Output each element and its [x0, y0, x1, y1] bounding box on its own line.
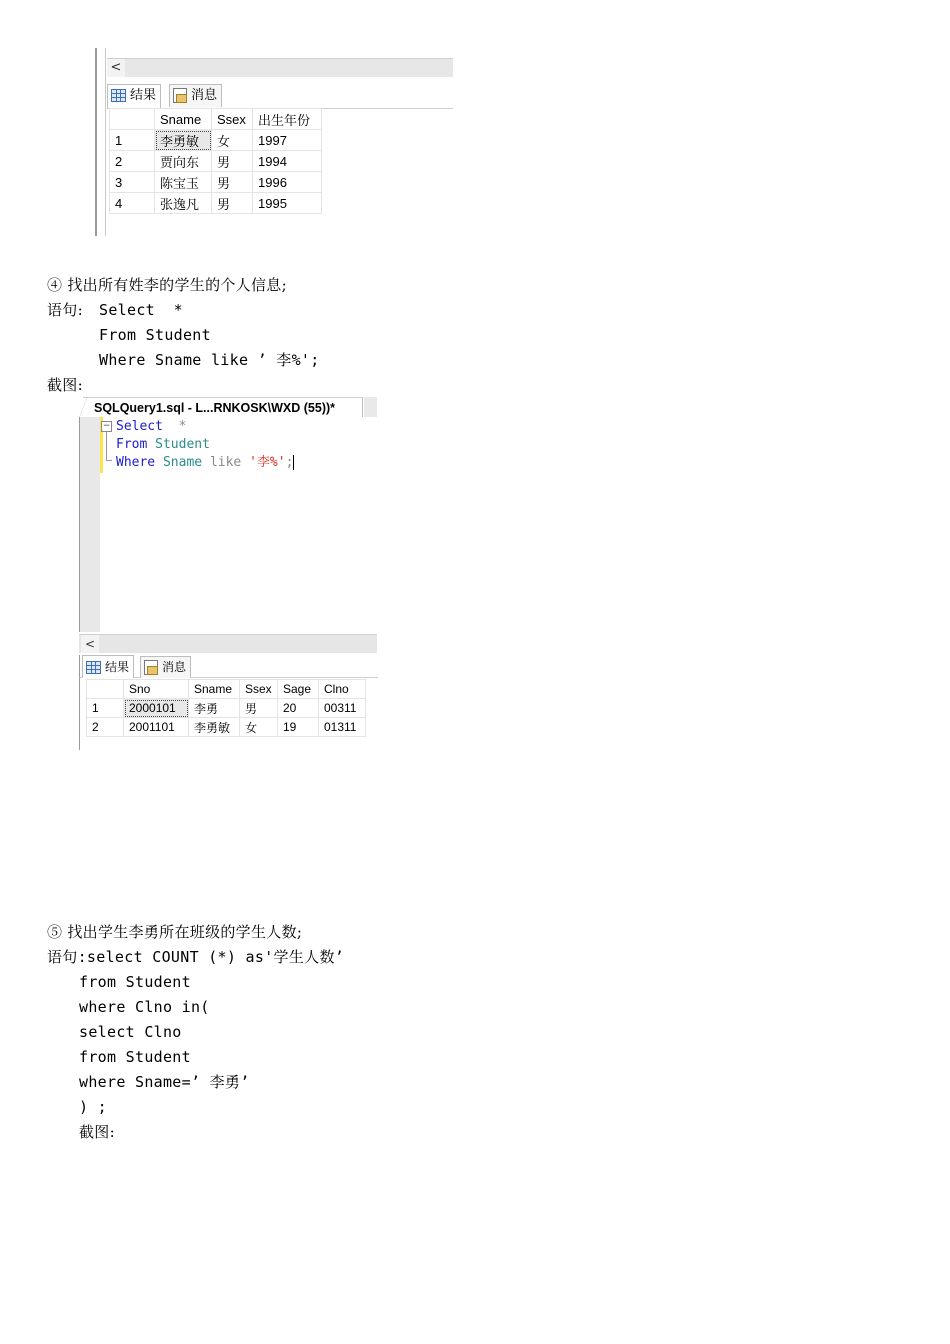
- table-row[interactable]: [87, 718, 366, 737]
- row-number[interactable]: 3: [110, 172, 155, 193]
- grid-icon: [111, 89, 126, 102]
- table-cell[interactable]: 张逸凡: [155, 193, 212, 214]
- column-header[interactable]: Sage: [278, 680, 319, 699]
- table-row[interactable]: [87, 699, 366, 718]
- tab-results[interactable]: [107, 84, 161, 108]
- tab-sqlquery1[interactable]: SQLQuery1.sql - L...RNKOSK\WXD (55))*: [83, 397, 363, 417]
- object-student: Student: [155, 437, 210, 452]
- operator-like: like: [209, 455, 242, 470]
- column-header[interactable]: Sname: [155, 109, 212, 130]
- table-cell[interactable]: 1995: [253, 193, 322, 214]
- row-number[interactable]: 2: [87, 718, 124, 737]
- scroll-left-icon[interactable]: <: [81, 635, 99, 653]
- tab-results-label: 结果: [130, 88, 157, 103]
- row-number[interactable]: 1: [87, 699, 124, 718]
- column-header[interactable]: Sname: [189, 680, 240, 699]
- results-screenshot-1: [95, 48, 453, 236]
- operator-star: *: [162, 419, 187, 434]
- message-icon: [144, 660, 158, 675]
- column-header[interactable]: Ssex: [212, 109, 253, 130]
- table-row[interactable]: [110, 193, 322, 214]
- table-cell[interactable]: 贾向东: [155, 151, 212, 172]
- screenshot-label: 截图:: [79, 1123, 115, 1141]
- tab-results[interactable]: [82, 655, 134, 678]
- keyword-where: Where: [116, 455, 156, 470]
- table-cell[interactable]: 1997: [253, 130, 322, 151]
- table-row[interactable]: [110, 151, 322, 172]
- table-cell[interactable]: 女: [240, 718, 278, 737]
- statement-line: select Clno: [79, 1023, 182, 1041]
- object-sname: Sname: [162, 455, 203, 470]
- statement-prefix: 语句:: [47, 301, 83, 319]
- screenshot-label: 截图:: [47, 376, 83, 394]
- horizontal-scrollbar[interactable]: [107, 58, 453, 77]
- table-cell[interactable]: 2000101: [124, 699, 189, 718]
- results-tabs: [79, 655, 378, 678]
- grid-icon: [86, 661, 101, 674]
- keyword-from: From: [116, 437, 148, 452]
- table-cell[interactable]: 00311: [319, 699, 366, 718]
- editor-margin: [79, 417, 100, 632]
- editor-gutter: [95, 48, 106, 236]
- tab-bar-filler: [364, 397, 377, 417]
- code-line-1: [116, 418, 186, 436]
- results-grid: [86, 679, 366, 737]
- row-number[interactable]: 2: [110, 151, 155, 172]
- table-cell[interactable]: 男: [212, 193, 253, 214]
- fold-line-end: [106, 460, 112, 461]
- table-cell[interactable]: 李勇敏: [155, 130, 212, 151]
- fold-line: [106, 432, 107, 460]
- table-cell[interactable]: 男: [212, 172, 253, 193]
- table-row[interactable]: [110, 172, 322, 193]
- table-row[interactable]: [110, 130, 322, 151]
- row-header-corner: [87, 680, 124, 699]
- table-cell[interactable]: 陈宝玉: [155, 172, 212, 193]
- column-header[interactable]: Ssex: [240, 680, 278, 699]
- sql-editor[interactable]: [79, 417, 377, 632]
- string-literal: '李%': [249, 455, 286, 470]
- statement-line: ) ;: [79, 1098, 107, 1116]
- code-line-2: [116, 436, 210, 454]
- section-5-title: ⑤ 找出学生李勇所在班级的学生人数;: [47, 923, 303, 941]
- statement-line: from Student: [79, 973, 191, 991]
- horizontal-scrollbar[interactable]: [79, 634, 377, 653]
- statement-line: Where Sname like ’ 李%';: [99, 351, 320, 369]
- tab-messages-label: 消息: [191, 88, 218, 103]
- section-4-title: ④ 找出所有姓李的学生的个人信息;: [47, 276, 287, 294]
- document-tab-bar: [79, 397, 377, 417]
- column-header[interactable]: 出生年份: [253, 109, 322, 130]
- table-cell[interactable]: 19: [278, 718, 319, 737]
- tab-messages[interactable]: [169, 84, 222, 107]
- statement-line: Select *: [99, 301, 183, 319]
- table-cell[interactable]: 女: [212, 130, 253, 151]
- table-cell[interactable]: 男: [212, 151, 253, 172]
- row-number[interactable]: 1: [110, 130, 155, 151]
- statement-line: where Sname=’ 李勇’: [79, 1073, 250, 1091]
- table-cell[interactable]: 李勇敏: [189, 718, 240, 737]
- column-header[interactable]: Clno: [319, 680, 366, 699]
- header-row: [110, 109, 322, 130]
- row-number[interactable]: 4: [110, 193, 155, 214]
- collapse-icon[interactable]: −: [102, 421, 111, 431]
- code-line-3: [116, 454, 294, 472]
- results-tabs: [107, 80, 453, 109]
- query-screenshot-2: [79, 397, 377, 750]
- results-area: [79, 678, 378, 750]
- table-cell[interactable]: 20: [278, 699, 319, 718]
- tab-results-label: 结果: [105, 660, 130, 674]
- statement-line: where Clno in(: [79, 998, 210, 1016]
- table-cell[interactable]: 李勇: [189, 699, 240, 718]
- tab-messages[interactable]: [140, 656, 191, 678]
- tab-messages-label: 消息: [162, 660, 187, 674]
- keyword-select: Select: [116, 419, 163, 434]
- message-icon: [173, 88, 187, 103]
- table-cell[interactable]: 2001101: [124, 718, 189, 737]
- results-grid: [109, 108, 322, 214]
- semicolon: ;: [285, 455, 294, 470]
- table-cell[interactable]: 01311: [319, 718, 366, 737]
- table-cell[interactable]: 1996: [253, 172, 322, 193]
- statement-line: from Student: [79, 1048, 191, 1066]
- header-row: [87, 680, 366, 699]
- row-header-corner: [110, 109, 155, 130]
- column-header[interactable]: Sno: [124, 680, 189, 699]
- statement-line: From Student: [99, 326, 211, 344]
- table-cell[interactable]: 1994: [253, 151, 322, 172]
- table-cell[interactable]: 男: [240, 699, 278, 718]
- scroll-left-icon[interactable]: <: [107, 59, 125, 77]
- text-caret: [293, 455, 294, 470]
- statement-line: 语句:select COUNT (*) as'学生人数’: [47, 948, 345, 966]
